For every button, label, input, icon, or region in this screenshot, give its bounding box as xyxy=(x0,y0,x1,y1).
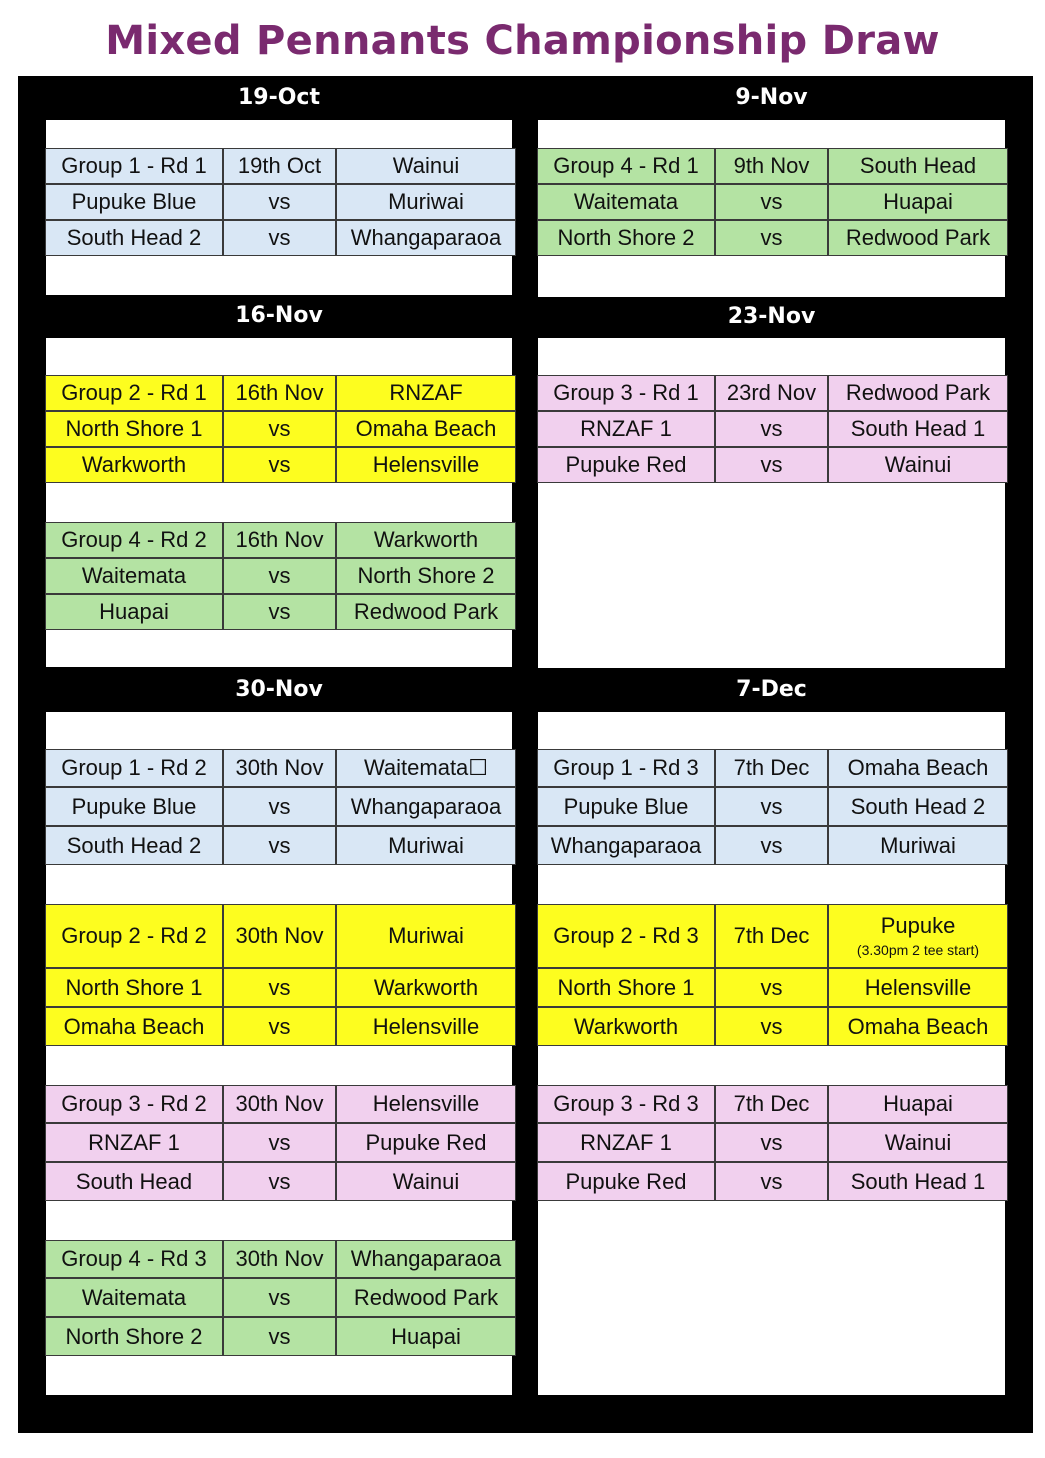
date-cell: 30th Nov xyxy=(224,1086,335,1122)
team-cell: Waitemata xyxy=(46,559,222,593)
fixture-group-4-rd-1 xyxy=(537,148,1008,256)
fixture-group-1-rd-2 xyxy=(45,749,516,865)
vs-cell: vs xyxy=(224,559,335,593)
team-cell: Muriwai xyxy=(829,827,1007,864)
team-cell: Huapai xyxy=(46,595,222,629)
host-cell: Helensville xyxy=(337,1086,515,1122)
host-cell: Warkworth xyxy=(337,523,515,557)
team-cell: Omaha Beach xyxy=(337,412,515,446)
vs-cell: vs xyxy=(224,595,335,629)
vs-cell: vs xyxy=(224,448,335,482)
team-cell: Wainui xyxy=(337,1163,515,1200)
vs-cell: vs xyxy=(716,969,827,1006)
team-cell: North Shore 2 xyxy=(46,1318,222,1355)
fixture-group-3-rd-1 xyxy=(537,375,1008,483)
team-cell: South Head xyxy=(46,1163,222,1200)
date-cell: 30th Nov xyxy=(224,905,335,967)
date-cell: 23rd Nov xyxy=(716,376,827,410)
date-header-19-oct: 19-Oct xyxy=(237,85,320,110)
fixture-group-1-rd-3 xyxy=(537,749,1008,865)
vs-cell: vs xyxy=(716,1124,827,1161)
date-cell: 16th Nov xyxy=(224,376,335,410)
date-cell: 30th Nov xyxy=(224,750,335,786)
team-cell: Redwood Park xyxy=(829,221,1007,255)
vs-cell: vs xyxy=(716,221,827,255)
vs-cell: vs xyxy=(716,412,827,446)
group-round-cell: Group 1 - Rd 2 xyxy=(46,750,222,786)
vs-cell: vs xyxy=(224,788,335,825)
team-cell: Omaha Beach xyxy=(46,1008,222,1045)
team-cell: Pupuke Red xyxy=(538,448,714,482)
team-cell: North Shore 2 xyxy=(337,559,515,593)
group-round-cell: Group 2 - Rd 1 xyxy=(46,376,222,410)
host-cell: South Head xyxy=(829,149,1007,183)
group-round-cell: Group 1 - Rd 3 xyxy=(538,750,714,786)
team-cell: South Head 2 xyxy=(829,788,1007,825)
vs-cell: vs xyxy=(716,827,827,864)
vs-cell: vs xyxy=(716,185,827,219)
group-round-cell: Group 2 - Rd 3 xyxy=(538,905,714,967)
date-cell: 30th Nov xyxy=(224,1241,335,1277)
vs-cell: vs xyxy=(224,1124,335,1161)
team-cell: South Head 1 xyxy=(829,1163,1007,1200)
team-cell: Muriwai xyxy=(337,827,515,864)
fixture-group-1-rd-1 xyxy=(45,148,516,256)
host-cell: Omaha Beach xyxy=(829,750,1007,786)
fixture-group-2-rd-2 xyxy=(45,904,516,1046)
team-cell: Wainui xyxy=(829,448,1007,482)
team-cell: South Head 1 xyxy=(829,412,1007,446)
fixture-group-4-rd-2 xyxy=(45,522,516,630)
team-cell: South Head 2 xyxy=(46,221,222,255)
fixture-group-2-rd-1 xyxy=(45,375,516,483)
date-cell: 7th Dec xyxy=(716,905,827,967)
team-cell: Redwood Park xyxy=(337,595,515,629)
group-round-cell: Group 3 - Rd 2 xyxy=(46,1086,222,1122)
team-cell: Pupuke Red xyxy=(538,1163,714,1200)
team-cell: Warkworth xyxy=(46,448,222,482)
date-header-7-dec: 7-Dec xyxy=(736,677,807,702)
group-round-cell: Group 3 - Rd 1 xyxy=(538,376,714,410)
group-round-cell: Group 4 - Rd 2 xyxy=(46,523,222,557)
team-cell: Muriwai xyxy=(337,185,515,219)
host-cell xyxy=(829,905,1007,967)
group-round-cell: Group 4 - Rd 3 xyxy=(46,1241,222,1277)
host-cell: Waitemata☐ xyxy=(337,750,515,786)
group-round-cell: Group 4 - Rd 1 xyxy=(538,149,714,183)
date-cell: 7th Dec xyxy=(716,1086,827,1122)
team-cell: Pupuke Blue xyxy=(46,788,222,825)
group-round-cell: Group 3 - Rd 3 xyxy=(538,1086,714,1122)
team-cell: Redwood Park xyxy=(337,1279,515,1316)
date-cell: 19th Oct xyxy=(224,149,335,183)
vs-cell: vs xyxy=(224,969,335,1006)
team-cell: Helensville xyxy=(337,448,515,482)
date-header-23-nov: 23-Nov xyxy=(727,304,816,329)
team-cell: Whangaparaoa xyxy=(538,827,714,864)
team-cell: South Head 2 xyxy=(46,827,222,864)
vs-cell: vs xyxy=(716,1008,827,1045)
team-cell: RNZAF 1 xyxy=(538,412,714,446)
vs-cell: vs xyxy=(224,221,335,255)
fixture-group-3-rd-2 xyxy=(45,1085,516,1201)
vs-cell: vs xyxy=(224,1008,335,1045)
vs-cell: vs xyxy=(224,1318,335,1355)
team-cell: Waitemata xyxy=(46,1279,222,1316)
page-title: Mixed Pennants Championship Draw xyxy=(105,18,940,64)
host-cell: Wainui xyxy=(337,149,515,183)
team-cell: Whangaparaoa xyxy=(337,788,515,825)
vs-cell: vs xyxy=(224,1163,335,1200)
team-cell: Pupuke Blue xyxy=(46,185,222,219)
team-cell: North Shore 1 xyxy=(538,969,714,1006)
team-cell: Whangaparaoa xyxy=(337,221,515,255)
date-header-16-nov: 16-Nov xyxy=(235,303,323,328)
team-cell: Helensville xyxy=(829,969,1007,1006)
host-cell: Huapai xyxy=(829,1086,1007,1122)
vs-cell: vs xyxy=(716,1163,827,1200)
vs-cell: vs xyxy=(716,788,827,825)
fixture-group-2-rd-3 xyxy=(537,904,1008,1046)
team-cell: Omaha Beach xyxy=(829,1008,1007,1045)
team-cell: RNZAF 1 xyxy=(538,1124,714,1161)
team-cell: Warkworth xyxy=(538,1008,714,1045)
team-cell: Huapai xyxy=(337,1318,515,1355)
date-header-30-nov: 30-Nov xyxy=(235,677,323,702)
tee-start-note: (3.30pm 2 tee start) xyxy=(856,942,980,959)
host-cell: RNZAF xyxy=(337,376,515,410)
date-cell: 16th Nov xyxy=(224,523,335,557)
fixture-group-4-rd-3 xyxy=(45,1240,516,1356)
team-cell: North Shore 1 xyxy=(46,969,222,1006)
team-cell: North Shore 1 xyxy=(46,412,222,446)
vs-cell: vs xyxy=(224,185,335,219)
host-cell: Whangaparaoa xyxy=(337,1241,515,1277)
host-name: Pupuke xyxy=(880,913,956,939)
team-cell: Pupuke Blue xyxy=(538,788,714,825)
team-cell: Pupuke Red xyxy=(337,1124,515,1161)
vs-cell: vs xyxy=(716,448,827,482)
date-header-9-nov: 9-Nov xyxy=(735,85,808,110)
team-cell: Wainui xyxy=(829,1124,1007,1161)
team-cell: Huapai xyxy=(829,185,1007,219)
team-cell: RNZAF 1 xyxy=(46,1124,222,1161)
fixture-group-3-rd-3 xyxy=(537,1085,1008,1201)
host-cell: Redwood Park xyxy=(829,376,1007,410)
group-round-cell: Group 2 - Rd 2 xyxy=(46,905,222,967)
host-cell: Muriwai xyxy=(337,905,515,967)
team-cell: Warkworth xyxy=(337,969,515,1006)
group-round-cell: Group 1 - Rd 1 xyxy=(46,149,222,183)
vs-cell: vs xyxy=(224,1279,335,1316)
date-cell: 7th Dec xyxy=(716,750,827,786)
vs-cell: vs xyxy=(224,827,335,864)
date-cell: 9th Nov xyxy=(716,149,827,183)
team-cell: Helensville xyxy=(337,1008,515,1045)
team-cell: North Shore 2 xyxy=(538,221,714,255)
vs-cell: vs xyxy=(224,412,335,446)
team-cell: Waitemata xyxy=(538,185,714,219)
